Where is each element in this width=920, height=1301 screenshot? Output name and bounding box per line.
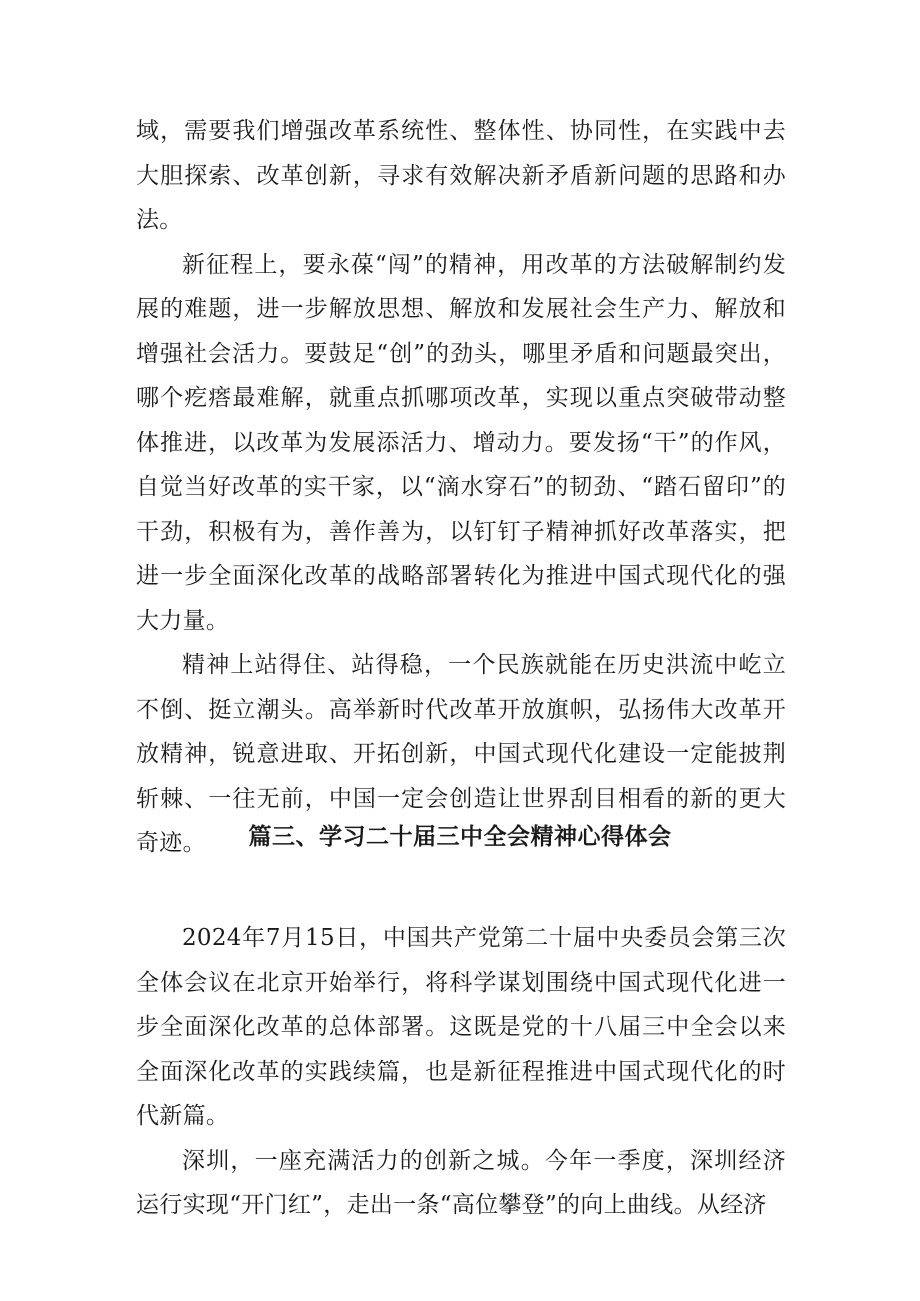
section-1-body [136, 109, 786, 866]
paragraph-reform-spirit: 新征程上，要永葆“闯”的精神，用改革的方法破解制约发展的难题，进一步解放思想、解放和发展社会生产力、解放和增强社会活力。要鼓足“创”的劲头，哪里矛盾和问题最突出，哪个疙瘩最难解，就重点抓哪项改革，实现以重点突破带动整体推进，以改革为发展添活力、增动力。要发扬“干”的作风，自觉当好改革的实干家，以“滴水穿石”的韧劲、“踏石留印”的干劲，积极有为，善作善为，以钉钉子精神抓好改革落实，把进一步全面深化改革的战略部署转化为推进中国式现代化的强大力量。 [136, 251, 786, 634]
section-heading: 篇三、学习二十届三中全会精神心得体会 [248, 824, 672, 850]
paragraph-plenary-session: 2024年7月15日，中国共产党第二十届中央委员会第三次全体会议在北京开始举行，将科学谋划围绕中国式现代化进一步全面深化改革的总体部署。这既是党的十八届三中全会以来全面深化改革的实践续篇，也是新征程推进中国式现代化的时代新篇。 [136, 925, 786, 1129]
paragraph-continuation: 域，需要我们增强改革系统性、整体性、协同性，在实践中去大胆探索、改革创新，寻求有效解决新矛盾新问题的思路和办法。 [136, 118, 786, 233]
section-2-body [136, 916, 786, 1228]
paragraph-shenzhen: 深圳，一座充满活力的创新之城。今年一季度，深圳经济运行实现“开门红”，走出一条“高位攀登”的向上曲线。从经济 [136, 1147, 786, 1218]
paragraph-national-spirit: 精神上站得住、站得稳，一个民族就能在历史洪流中屹立不倒、挺立潮头。高举新时代改革开放旗帜，弘扬伟大改革开放精神，锐意进取、开拓创新，中国式现代化建设一定能披荆斩棘、一往无前，中国一定会创造让世界刮目相看的新的更大奇迹。 [136, 652, 786, 856]
